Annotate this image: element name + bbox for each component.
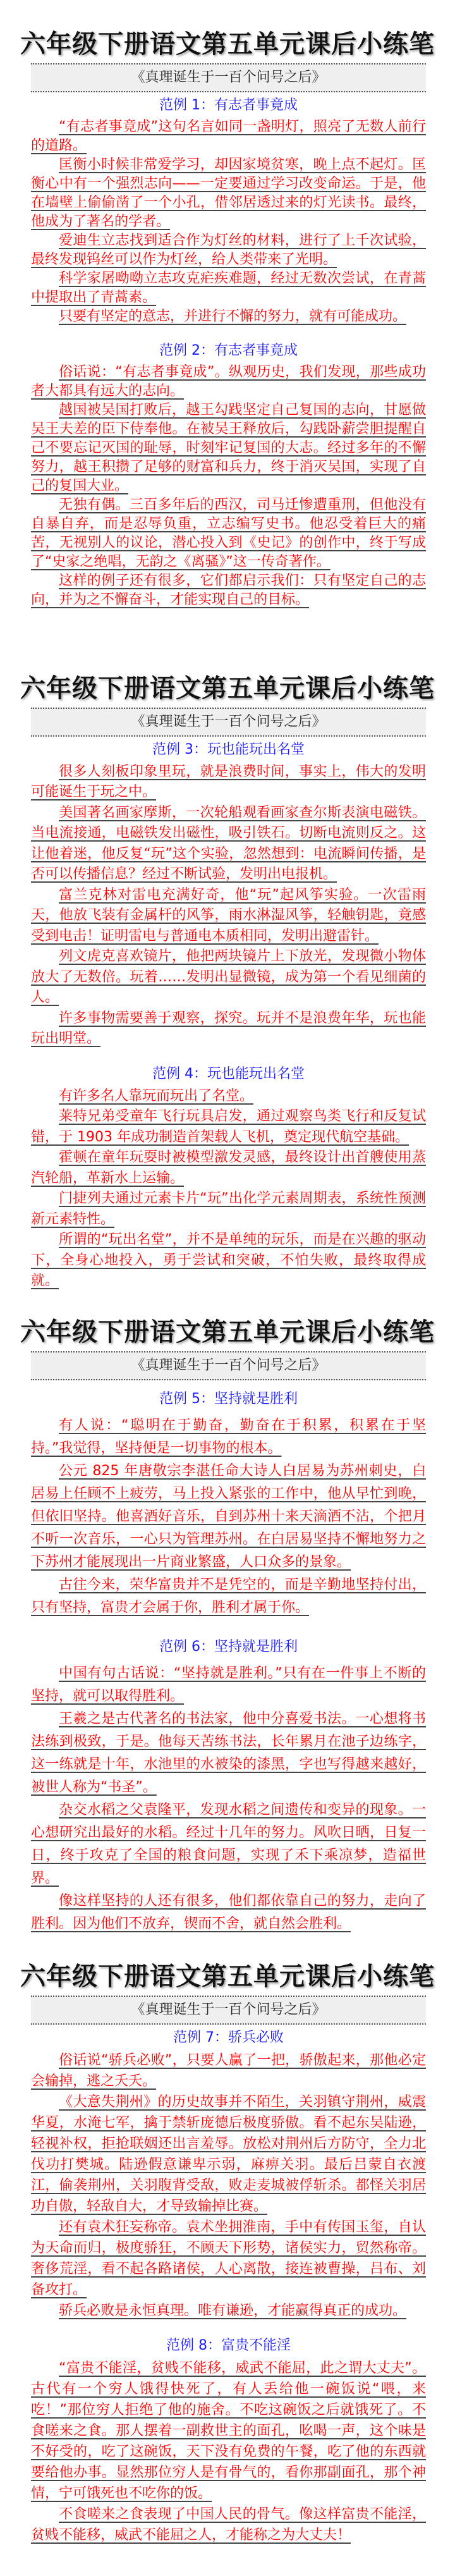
page bbox=[0, 0, 455, 644]
example-heading: 范例 8：富贵不能淫 bbox=[166, 2337, 291, 2353]
example-paragraph: 有许多名人靠玩而玩出了名堂。 bbox=[59, 1088, 254, 1104]
example-section bbox=[31, 1062, 426, 1292]
example-paragraph: 所谓的“玩出名堂”，并不是单纯的玩乐，而是在兴趣的驱动下，全身心地投入，勇于尝试和突破，不怕失败，最终取得成就。 bbox=[31, 1232, 426, 1289]
example-paragraph: 还有袁术狂妄称帝。袁术坐拥淮南，手中有传国玉玺，自认为天命而归，极度骄狂，不顾天下形势，诸侯实力，贸然称帝。奢侈荒淫，看不起各路诸侯，人心离散，接连被曹操，吕布、刘备攻打。 bbox=[31, 2219, 426, 2298]
example-paragraph: 像这样坚持的人还有很多，他们都依靠自己的努力，走向了胜利。因为他们不放弃，锲而不舍，就自然会胜利。 bbox=[31, 1893, 426, 1932]
example-paragraph: 中国有句古话说：“坚持就是胜利。”只有在一件事上不断的坚持，就可以取得胜利。 bbox=[31, 1665, 426, 1704]
example-heading: 范例 2：有志者事竟成 bbox=[159, 343, 298, 359]
example-paragraph: 很多人刻板印象里玩，就是浪费时间，事实上，伟大的发明可能诞生于玩之中。 bbox=[31, 763, 426, 800]
example-paragraph: 公元 825 年唐敬宗李湛任命大诗人白居易为苏州刺史，白居易上任顾不上疲劳，马上投入紧张的工作中，他从早忙到晚，但依旧坚持。他喜酒好音乐，自到苏州十来天滴酒不沾，个把月不听一次音乐，一心只为管理苏州。在白居易坚持不懈地努力之下苏州才能展现出一片商业繁盛，人口众多的景象。 bbox=[31, 1463, 426, 1570]
example-section bbox=[31, 339, 426, 610]
example-section bbox=[31, 94, 426, 326]
example-paragraph: 骄兵必败是永恒真理。唯有谦逊，才能赢得真正的成功。 bbox=[59, 2302, 407, 2319]
example-section bbox=[31, 738, 426, 1050]
page-title: 六年级下册语文第五单元课后小练笔 bbox=[20, 1961, 435, 1991]
example-heading: 范例 3：玩也能玩出名堂 bbox=[152, 741, 305, 757]
example-paragraph: 爱迪生立志找到适合作为灯丝的材料，进行了上千次试验，最终发现钨丝可以作为灯丝，给人类带来了光明。 bbox=[31, 233, 426, 267]
page-title: 六年级下册语文第五单元课后小练笔 bbox=[20, 673, 435, 703]
example-paragraph: 有人说：“聪明在于勤奋，勤奋在于积累，积累在于坚持。”我觉得，坚持便是一切事物的根本。 bbox=[31, 1418, 426, 1456]
example-paragraph: 越国被吴国打败后，越王勾践坚定自己复国的志向，甘愿做吴王夫差的臣下侍奉他。在被吴王释放后，勾践卧薪尝胆提醒自己不要忘记灭国的耻辱，时刻牢记复国的大志。经过多年的不懈努力，越王积攒了足够的财富和兵力，终于消灭吴国，实现了自己的复国大业。 bbox=[31, 402, 426, 494]
example-paragraph: “富贵不能淫，贫贱不能移，威武不能屈，此之谓大丈夫”。古代有一个穷人饿得快死了，有人丢给他一碗饭说“喂，来吃！”那位穷人拒绝了他的施舍。不吃这碗饭之后就饿死了。不食嗟来之食。那人摆着一副救世主的面孔，吆喝一声，这个味是不好受的，吃了这碗饭，天下没有免费的午餐，吃了他的东西就要给他办事。显然那位穷人是有骨气的，看你那副面孔，那个神情，宁可饿死也不吃你的饭。 bbox=[31, 2360, 426, 2501]
example-paragraph: 无独有偶。三百多年后的西汉，司马迁惨遭重刑，但他没有自暴自弃，而是忍辱负重，立志编写史书。他忍受着巨大的痛苦，无视别人的议论，潜心投入到《史记》的创作中，终于写成了“史家之绝唱，无韵之《离骚》”这一传奇著作。 bbox=[31, 497, 426, 570]
example-paragraph: 美国著名画家摩斯，一次轮船观看画家查尔斯表演电磁铁。当电流接通，电磁铁发出磁性，吸引铁石。切断电流则反之。这让他着迷，他反复“玩”这个实验，忽然想到：电流瞬间传播，是否可以传播信息？经过不断试验，发明出电报机。 bbox=[31, 804, 426, 882]
page-title: 六年级下册语文第五单元课后小练笔 bbox=[20, 30, 435, 59]
example-paragraph: 这样的例子还有很多，它们都启示我们：只有坚定自己的志向，并为之不懈奋斗，才能实现自己的目标。 bbox=[31, 573, 426, 608]
example-paragraph: 科学家屠呦呦立志攻克疟疾难题，经过无数次尝试，在青蒿中提取出了青蒿素。 bbox=[31, 271, 426, 305]
example-section bbox=[31, 2026, 426, 2321]
example-paragraph: 莱特兄弟受童年飞行玩具启发，通过观察鸟类飞行和反复试错，于 1903 年成功制造首架载人飞机，奠定现代航空基础。 bbox=[31, 1108, 426, 1145]
example-heading: 范例 4：玩也能玩出名堂 bbox=[152, 1065, 305, 1082]
example-heading: 范例 7：骄兵必败 bbox=[173, 2029, 284, 2045]
example-paragraph: 杂交水稻之父袁隆平，发现水稻之间遗传和变异的现象。一心想研究出最好的水稻。经过十几年的努力。风吹日晒，日复一日，终于攻克了全国的粮食问题，实现了禾下乘凉梦，造福世界。 bbox=[31, 1802, 426, 1886]
lesson-subtitle: 《真理诞生于一百个问号之后》 bbox=[31, 63, 426, 92]
example-paragraph: “有志者事竟成”这句名言如同一盏明灯，照亮了无数人前行的道路。 bbox=[31, 119, 426, 154]
example-paragraph: 不食嗟来之食表现了中国人民的骨气。像这样富贵不能淫，贫贱不能移，威武不能屈之人，才能称之为大丈夫！ bbox=[31, 2506, 426, 2543]
example-paragraph: 匡衡小时候非常爱学习，却因家境贫寒，晚上点不起灯。匡衡心中有一个强烈志向——一定要通过学习改变命运。于是，他在墙壁上偷偷凿了一个小孔，借邻居透过来的灯光读书。最终，他成为了著名的学者。 bbox=[31, 157, 426, 230]
page bbox=[0, 1932, 455, 2576]
example-section bbox=[31, 1384, 426, 1619]
lesson-subtitle: 《真理诞生于一百个问号之后》 bbox=[31, 1996, 426, 2025]
lesson-subtitle: 《真理诞生于一百个问号之后》 bbox=[31, 1351, 426, 1380]
example-paragraph: 门捷列夫通过元素卡片“玩”出化学元素周期表，系统性预测新元素特性。 bbox=[31, 1191, 426, 1227]
example-section bbox=[31, 1632, 426, 1935]
example-paragraph: 俗话说“骄兵必败”，只要人赢了一把，骄傲起来，那他必定会输掉，逃之夭夭。 bbox=[31, 2052, 426, 2089]
example-section bbox=[31, 2334, 426, 2546]
example-paragraph: 《大意失荆州》的历史故事并不陌生，关羽镇守荆州，威震华夏，水淹七军，擒于禁斩庞德后极度骄傲。看不起东吴陆逊，轻视补权，拒抢联姻还出言羞辱。放松对荆州后方防守，全力北伐功打樊城。陆逊假意谦卑示弱，麻痹关羽。最后吕蒙自衣渡江，偷袭荆州，关羽腹背受敌，败走麦城被俘斩杀。都怪关羽居功自傲，轻敌自大，才导致输掉比赛。 bbox=[31, 2094, 426, 2214]
example-paragraph: 俗话说：“有志者事竟成”。纵观历史，我们发现，那些成功者大都具有远大的志向。 bbox=[31, 364, 426, 399]
page-title: 六年级下册语文第五单元课后小练笔 bbox=[20, 1318, 435, 1347]
example-paragraph: 王羲之是古代著名的书法家，他中分喜爱书法。一心想将书法练到极致，于是。他每天苦练书法，长年累月在池子边练字，这一练就是十年，水池里的水被染的漆黑，字也写得越来越好，被世人称为“书圣”。 bbox=[31, 1711, 426, 1795]
example-paragraph: 古往今来，荣华富贵并不是凭空的，而是辛勤地坚持付出，只有坚持，富贵才会属于你，胜利才属于你。 bbox=[31, 1577, 426, 1616]
example-heading: 范例 1：有志者事竟成 bbox=[159, 97, 298, 113]
example-heading: 范例 6：坚持就是胜利 bbox=[159, 1639, 298, 1655]
lesson-subtitle: 《真理诞生于一百个问号之后》 bbox=[31, 708, 426, 737]
example-paragraph: 列文虎克喜欢镜片，他把两块镜片上下放光，发现微小物体放大了无数倍。玩着……发明出显微镜，成为第一个看见细菌的人。 bbox=[31, 948, 426, 1005]
example-heading: 范例 5：坚持就是胜利 bbox=[159, 1391, 298, 1407]
example-paragraph: 许多事物需要善于观察，探究。玩并不是浪费年华，玩也能玩出明堂。 bbox=[31, 1010, 426, 1046]
example-paragraph: 富兰克林对雷电充满好奇，他“玩”起风筝实验。一次雷雨天，他放飞装有金属杆的风筝，雨水淋湿风筝，轻触钥匙，竟感受到电击！证明雷电与普通电本质相同，发明出避雷针。 bbox=[31, 886, 426, 944]
page bbox=[0, 644, 455, 1289]
page bbox=[0, 1288, 455, 1932]
example-paragraph: 只要有坚定的意志，并进行不懈的努力，就有可能成功。 bbox=[59, 309, 407, 324]
example-paragraph: 霍顿在童年玩耍时被模型激发灵感，最终设计出首艘使用蒸汽轮船，革新水上运输。 bbox=[31, 1150, 426, 1186]
